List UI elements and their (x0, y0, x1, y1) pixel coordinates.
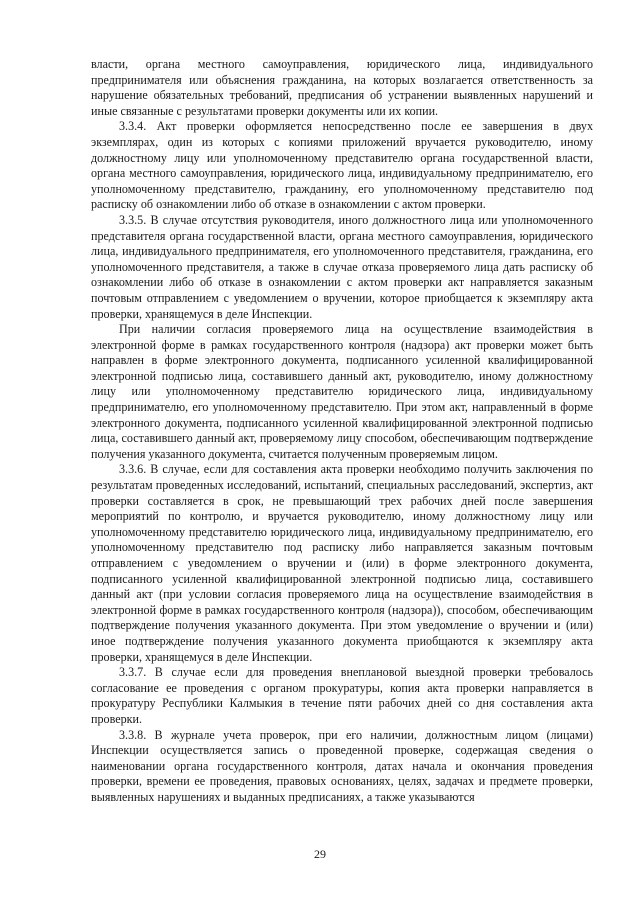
paragraph-3-3-7: 3.3.7. В случае если для проведения внеплановой выездной проверки требовалось согласование ее проведения с органом прокуратуры, копия акта проверки направляется в прокуратуру Республики Калмыкия в течение пяти рабочих дней со дня составления акта проверки. (91, 665, 593, 726)
paragraph-continuation: власти, органа местного самоуправления, юридического лица, индивидуального предпринимателя или объяснения гражданина, на которых возлагается ответственность за нарушение обязательных требований, предписания об устранении выявленных нарушений и иные связанные с результатами проверки документы или их копии. (91, 57, 593, 118)
page-number: 29 (314, 847, 326, 861)
document-body (91, 57, 593, 806)
paragraph-3-3-6: 3.3.6. В случае, если для составления акта проверки необходимо получить заключения по результатам проведенных исследований, испытаний, специальных расследований, экспертиз, акт проверки составляется в срок, не превышающий трех рабочих дней после завершения мероприятий по контролю, и вручается руководителю, иному должностному лицу или уполномоченному представителю юридического лица, индивидуальному предпринимателю, его уполномоченному представителю под расписку либо направляется заказным почтовым отправлением с уведомлением о вручении и (или) в форме электронного документа, подписанного усиленной квалифицированной электронной подписью лица, составившего данный акт (при условии согласия проверяемого лица на осуществление взаимодействия в электронной форме в рамках государственного контроля (надзора)), способом, обеспечивающим подтверждение получения указанного документа. При этом уведомление о вручении и (или) иное подтверждение получения указанного документа приобщаются к экземпляру акта проверки, хранящемуся в деле Инспекции. (91, 462, 593, 664)
paragraph-3-3-8: 3.3.8. В журнале учета проверок, при его наличии, должностным лицом (лицами) Инспекции осуществляется запись о проведенной проверке, содержащая сведения о наименовании органа государственного контроля, датах начала и окончания проведения проверки, времени ее проведения, правовых основаниях, целях, задачах и предмете проверки, выявленных нарушениях и выданных предписаниях, а также указываются (91, 727, 593, 804)
paragraph-3-3-4: 3.3.4. Акт проверки оформляется непосредственно после ее завершения в двух экземплярах, один из которых с копиями приложений вручается руководителю, иному должностному лицу или уполномоченному представителю органа государственной власти, органа местного самоуправления, юридического лица, индивидуальному предпринимателю, его уполномоченному представителю, гражданину, его уполномоченному представителю под расписку об ознакомлении либо об отказе в ознакомлении с актом проверки. (91, 119, 593, 212)
paragraph-3-3-5: 3.3.5. В случае отсутствия руководителя, иного должностного лица или уполномоченного представителя органа государственной власти, органа местного самоуправления, юридического лица, индивидуального предпринимателя, его уполномоченного представителя, гражданина, его уполномоченного представителя, а также в случае отказа проверяемого лица дать расписку об ознакомлении либо об отказе в ознакомлении с актом проверки акт направляется заказным почтовым отправлением с уведомлением о вручении, которое приобщается к экземпляру акта проверки, хранящемуся в деле Инспекции. (91, 212, 593, 321)
paragraph-electronic-form: При наличии согласия проверяемого лица на осуществление взаимодействия в электронной форме в рамках государственного контроля (надзора) акт проверки может быть направлен в форме электронного документа, подписанного усиленной квалифицированной электронной подписью лица, составившего данный акт, руководителю, иному должностному лицу или уполномоченному представителю юридического лица, индивидуальному предпринимателю, его уполномоченному представителю. При этом акт, направленный в форме электронного документа, подписанного усиленной квалифицированной электронной подписью лица, составившего данный акт, проверяемому лицу способом, обеспечивающим подтверждение получения указанного документа, считается полученным проверяемым лицом. (91, 322, 593, 461)
